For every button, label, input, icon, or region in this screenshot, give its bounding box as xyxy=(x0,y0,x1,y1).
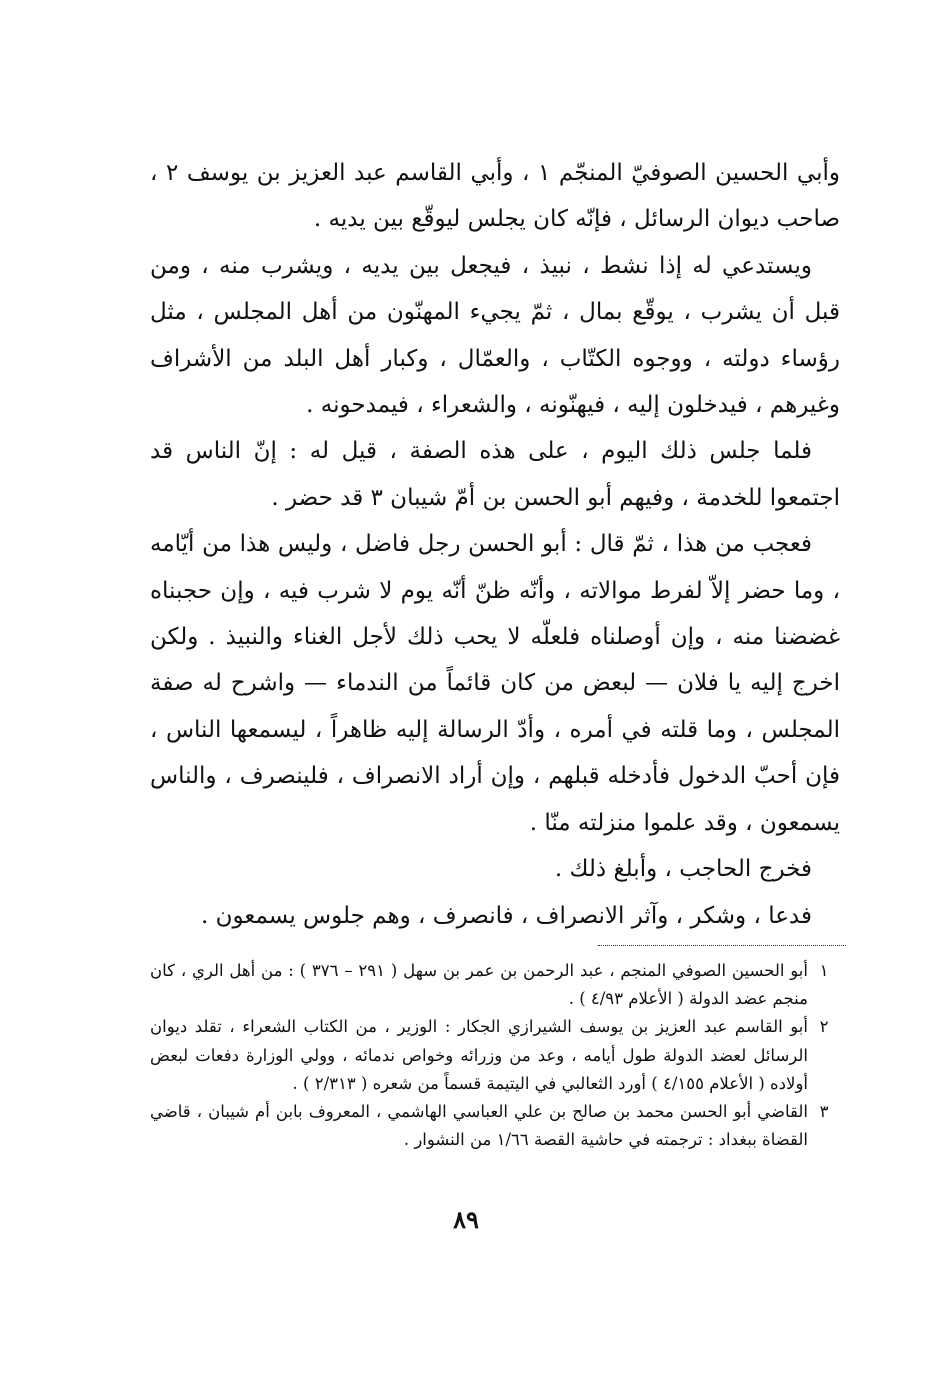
paragraph: فلما جلس ذلك اليوم ، على هذه الصفة ، قيل له : إنّ الناس قد اجتمعوا للخدمة ، وفيهم أبو الحسن بن أمّ شيبان ٣ قد حضر . xyxy=(150,438,840,511)
footnote-number: ١ xyxy=(819,961,829,980)
paragraph: فعجب من هذا ، ثمّ قال : أبو الحسن رجل فاضل ، وليس هذا من أيّامه ، وما حضر إلاّ لفرط موالاته ، وأنّه ظنّ أنّه يوم لا شرب فيه ، وإن حجبناه غضضنا منه ، وإن أوصلناه فلعلّه لا يحب ذلك لأجل الغناء والنبيذ . ولكن اخرج إليه يا فلان — لبعض من كان قائماً من الندماء — واشرح له صفة المجلس ، وما قلته في أمره ، وأدّ الرسالة إليه ظاهراً ، ليسمعها الناس ، فإن أحبّ الدخول فأدخله قبلهم ، وإن أراد الانصراف ، فلينصرف ، والناس يسمعون ، وقد علموا منزلته منّا . xyxy=(150,531,840,836)
footnote xyxy=(150,1013,840,1098)
main-text xyxy=(150,150,840,939)
footnote-number: ٢ xyxy=(819,1017,829,1037)
footnote-number: ٣ xyxy=(819,1102,829,1122)
paragraph: وأبي الحسين الصوفيّ المنجّم ١ ، وأبي القاسم عبد العزيز بن يوسف ٢ ، صاحب ديوان الرسائل ، فإنّه كان يجلس ليوقّع بين يديه . xyxy=(150,160,840,233)
footnote-text: أبو القاسم عبد العزيز بن يوسف الشيرازي الجكار : الوزير ، من الكتاب الشعراء ، تقلد ديوان الرسائل لعضد الدولة طول أيامه ، وعد من وزرائه وخواص ندمائه ، وولي الوزارة دفعات لبعض أولاده ( الأعلام ٤/١٥٥ ) أورد الثعالبي في اليتيمة قسماً من شعره ( ٢/٣١٣ ) . xyxy=(150,1017,808,1093)
footnote xyxy=(150,1098,840,1154)
footnotes xyxy=(150,957,840,1154)
paragraph: فدعا ، وشكر ، وآثر الانصراف ، فانصرف ، وهم جلوس يسمعون . xyxy=(201,902,812,929)
footnote-text: القاضي أبو الحسن محمد بن صالح بن علي العباسي الهاشمي ، المعروف بابن أم شيبان ، قاضي القضاة ببغداد : ترجمته في حاشية القصة ١/٦٦ من النشوار . xyxy=(150,1102,808,1150)
page-number: ٨٩ xyxy=(453,1205,479,1234)
paragraph: ويستدعي له إذا نشط ، نبيذ ، فيجعل بين يديه ، ويشرب منه ، ومن قبل أن يشرب ، يوقّع بمال ، ثمّ يجيء المهنّون من أهل المجلس ، مثل رؤساء دولته ، ووجوه الكتّاب ، والعمّال ، وكبار أهل البلد من الأشراف وغيرهم ، فيدخلون إليه ، فيهنّونه ، والشعراء ، فيمدحونه . xyxy=(150,252,840,419)
footnote-text: أبو الحسين الصوفي المنجم ، عبد الرحمن بن عمر بن سهل ( ٢٩١ – ٣٧٦ ) : من أهل الري ، كان منجم عضد الدولة ( الأعلام ٤/٩٣ ) . xyxy=(150,961,808,1009)
footnote xyxy=(150,957,840,1013)
paragraph: فخرج الحاجب ، وأبلغ ذلك . xyxy=(554,856,812,883)
footnote-separator xyxy=(598,945,846,946)
